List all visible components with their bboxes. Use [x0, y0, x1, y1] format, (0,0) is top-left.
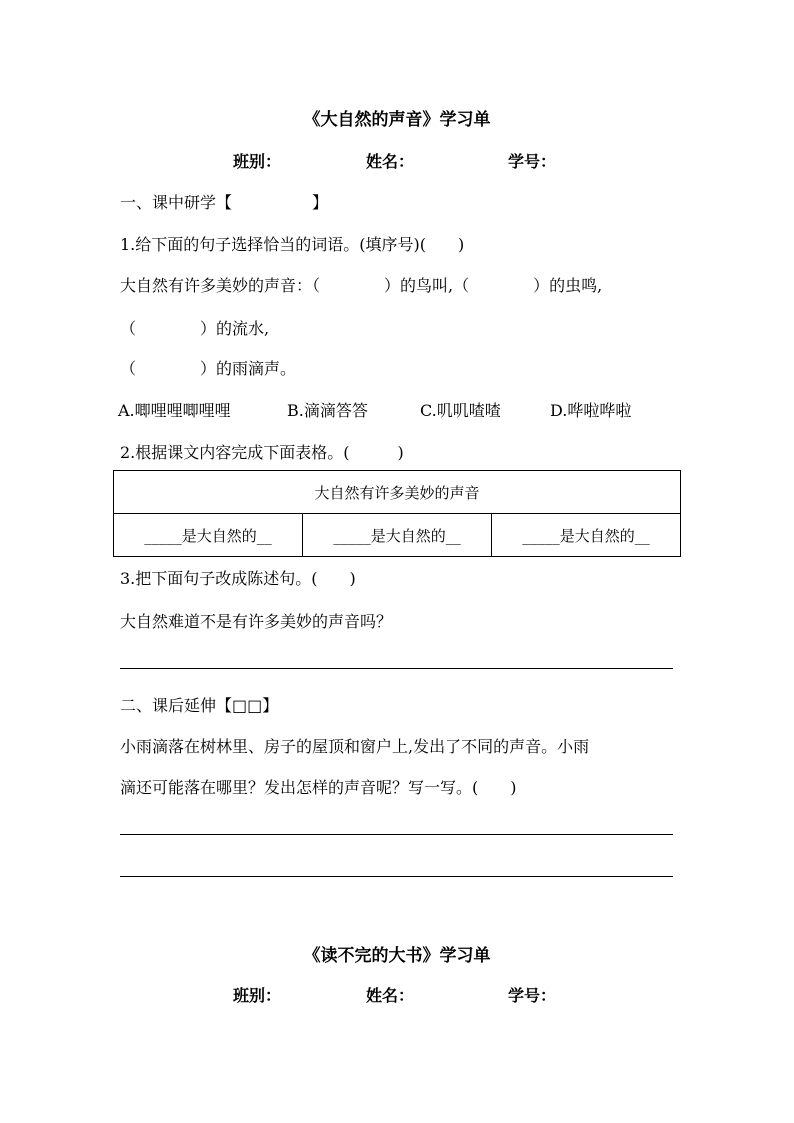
- answer-line-3: [120, 876, 673, 877]
- name-label: 姓名：: [366, 152, 415, 171]
- option-b: B.滴滴答答: [287, 401, 368, 420]
- option-d: D.哗啦哗啦: [550, 401, 632, 420]
- question-1-line-2: （ ）的流水,: [120, 319, 270, 338]
- paragraph-line-1: 小雨滴落在树林里、房子的屋顶和窗户上,发出了不同的声音。小雨: [120, 737, 590, 756]
- table-header: 大自然有许多美妙的声音: [114, 471, 681, 514]
- sounds-table: [113, 470, 681, 557]
- answer-line-2: [120, 834, 673, 835]
- question-3: 3.把下面句子改成陈述句。( ): [120, 569, 356, 588]
- class-label-2: 班别：: [233, 986, 282, 1005]
- table-cell-3: _____是大自然的__: [492, 514, 681, 557]
- section-1-heading: 一、课中研学【 】: [120, 193, 329, 212]
- question-1: 1.给下面的句子选择恰当的词语。(填序号)( ): [120, 235, 465, 254]
- student-id-label: 学号：: [508, 152, 557, 171]
- option-a: A.唧哩哩唧哩哩: [118, 401, 231, 420]
- question-2: 2.根据课文内容完成下面表格。( ): [120, 443, 404, 462]
- paragraph-line-2: 滴还可能落在哪里？发出怎样的声音呢？写一写。( ): [120, 778, 517, 797]
- question-1-line-3: （ ）的雨滴声。: [120, 359, 297, 378]
- answer-line-1: [120, 668, 673, 669]
- name-label-2: 姓名：: [366, 986, 415, 1005]
- sheet2-title: 《读不完的大书》学习单: [303, 946, 491, 966]
- table-cell-1: _____是大自然的__: [114, 514, 303, 557]
- question-3-sentence: 大自然难道不是有许多美妙的声音吗？: [120, 612, 393, 631]
- question-1-line-1: 大自然有许多美妙的声音：（ ）的鸟叫,（ ）的虫鸣,: [120, 276, 603, 295]
- sheet1-title: 《大自然的声音》学习单: [303, 110, 491, 130]
- student-id-label-2: 学号：: [508, 986, 557, 1005]
- option-c: C.叽叽喳喳: [420, 401, 501, 420]
- table-cell-2: _____是大自然的__: [303, 514, 492, 557]
- class-label: 班别：: [233, 152, 282, 171]
- section-2-heading: 二、课后延伸【□□】: [120, 696, 279, 715]
